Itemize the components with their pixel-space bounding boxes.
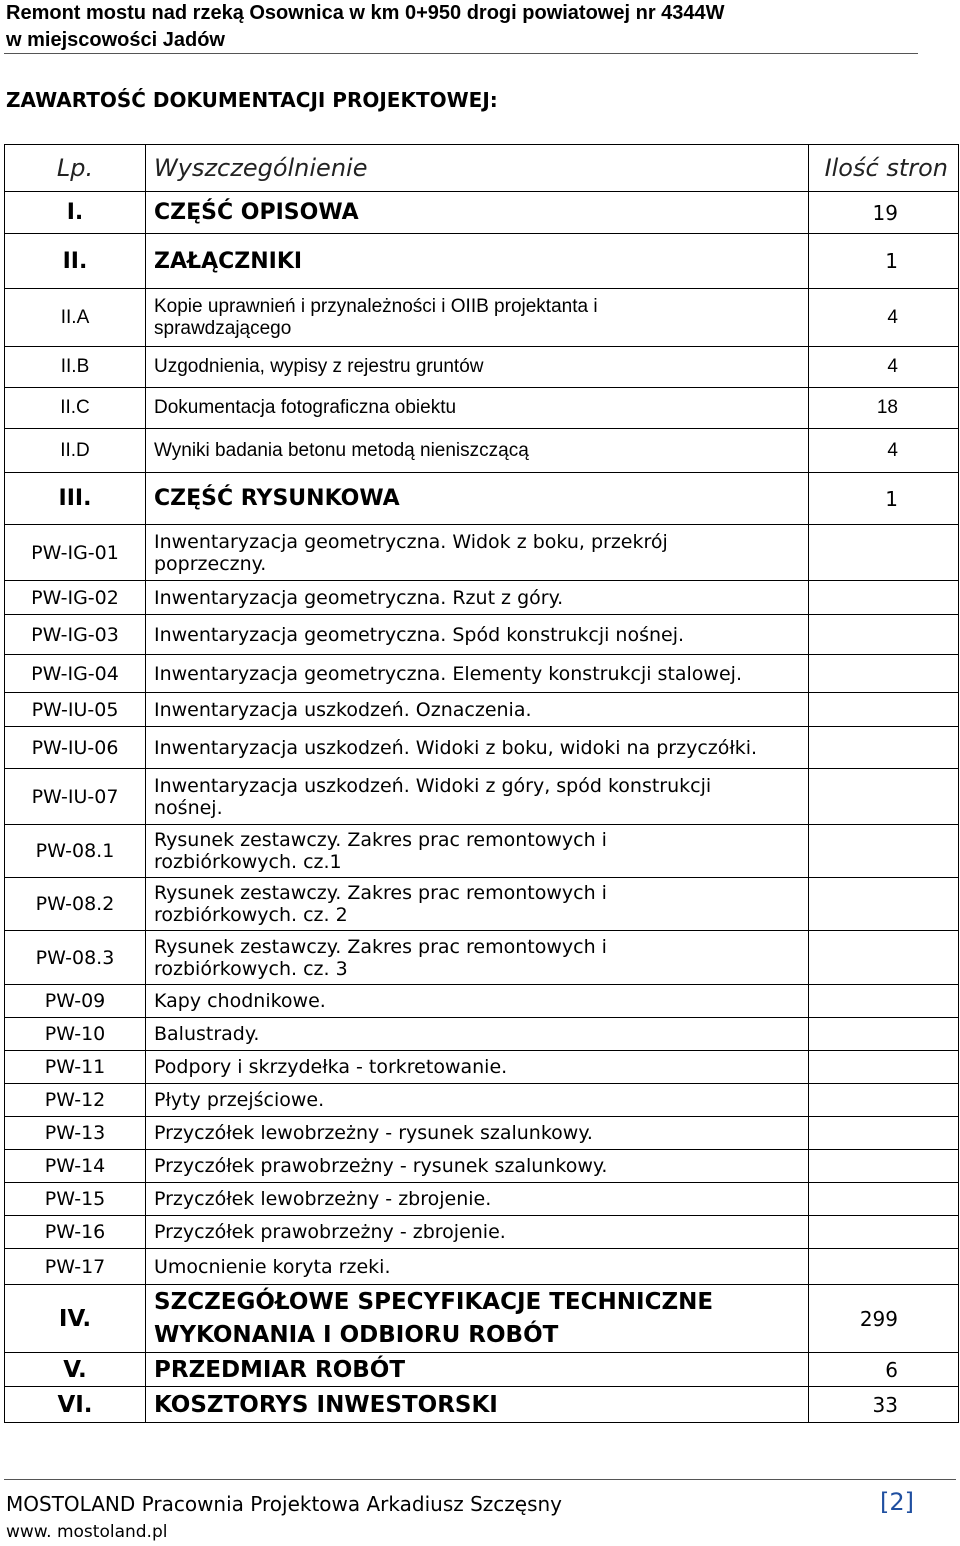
section-title: ZAWARTOŚĆ DOKUMENTACJI PROJEKTOWEJ:: [6, 88, 498, 112]
row-qty: [809, 727, 959, 769]
table-row: [5, 769, 959, 825]
table-row: [5, 1353, 959, 1387]
page-number: [2]: [880, 1488, 914, 1516]
table-row: [5, 1018, 959, 1051]
footer-url[interactable]: www. mostoland.pl: [6, 1522, 168, 1542]
row-desc: Inwentaryzacja uszkodzeń. Widoki z góry, spód konstrukcji nośnej.: [146, 769, 809, 825]
row-desc: Balustrady.: [146, 1018, 809, 1051]
row-lp: II.: [5, 234, 146, 289]
row-qty: [809, 615, 959, 655]
row-desc: Płyty przejściowe.: [146, 1084, 809, 1117]
row-lp: PW-08.2: [5, 878, 146, 931]
row-lp: PW-10: [5, 1018, 146, 1051]
row-qty: [809, 693, 959, 727]
row-qty: [809, 581, 959, 615]
row-lp: PW-IG-01: [5, 525, 146, 581]
table-row: [5, 473, 959, 525]
column-header-qty: Ilość stron: [809, 145, 959, 192]
row-lp: II.D: [5, 429, 146, 473]
table-row: [5, 289, 959, 347]
row-desc: Kopie uprawnień i przynależności i OIIB projektanta i sprawdzającego: [146, 289, 809, 347]
row-lp: PW-IG-03: [5, 615, 146, 655]
row-desc: Inwentaryzacja uszkodzeń. Oznaczenia.: [146, 693, 809, 727]
row-desc: CZĘŚĆ OPISOWA: [146, 192, 809, 234]
table-row: [5, 1387, 959, 1423]
row-desc: Rysunek zestawczy. Zakres prac remontowych i rozbiórkowych. cz.1: [146, 825, 809, 878]
row-desc: Rysunek zestawczy. Zakres prac remontowych i rozbiórkowych. cz. 2: [146, 878, 809, 931]
row-qty: 1: [809, 234, 959, 289]
row-qty: [809, 1051, 959, 1084]
header-title-line-1: Remont mostu nad rzeką Osownica w km 0+950 drogi powiatowej nr 4344W: [6, 2, 725, 24]
table-row: [5, 655, 959, 693]
row-lp: PW-16: [5, 1216, 146, 1249]
row-lp: PW-09: [5, 985, 146, 1018]
row-desc: Przyczółek lewobrzeżny - rysunek szalunkowy.: [146, 1117, 809, 1150]
row-qty: 299: [809, 1285, 959, 1353]
row-desc: Inwentaryzacja geometryczna. Widok z boku, przekrój poprzeczny.: [146, 525, 809, 581]
row-lp: PW-13: [5, 1117, 146, 1150]
row-lp: PW-IU-06: [5, 727, 146, 769]
table-row: [5, 581, 959, 615]
row-lp: II.C: [5, 388, 146, 429]
footer-company: MOSTOLAND Pracownia Projektowa Arkadiusz Szczęsny: [6, 1492, 563, 1516]
row-qty: [809, 525, 959, 581]
row-desc: CZĘŚĆ RYSUNKOWA: [146, 473, 809, 525]
header-divider: [4, 53, 918, 54]
row-desc: Podpory i skrzydełka - torkretowanie.: [146, 1051, 809, 1084]
table-row: [5, 931, 959, 985]
table-row: [5, 693, 959, 727]
row-lp: PW-IU-07: [5, 769, 146, 825]
row-qty: [809, 655, 959, 693]
table-row: [5, 1183, 959, 1216]
row-qty: [809, 931, 959, 985]
table-row: [5, 192, 959, 234]
table-row: [5, 615, 959, 655]
row-desc: Wyniki badania betonu metodą nieniszczącą: [146, 429, 809, 473]
row-qty: 6: [809, 1353, 959, 1387]
row-desc: Rysunek zestawczy. Zakres prac remontowych i rozbiórkowych. cz. 3: [146, 931, 809, 985]
row-lp: PW-IG-04: [5, 655, 146, 693]
row-lp: PW-08.1: [5, 825, 146, 878]
row-qty: 4: [809, 347, 959, 388]
row-qty: [809, 1216, 959, 1249]
table-row: [5, 388, 959, 429]
row-lp: I.: [5, 192, 146, 234]
table-row: [5, 1150, 959, 1183]
table-row: [5, 985, 959, 1018]
row-qty: [809, 1249, 959, 1285]
row-qty: [809, 825, 959, 878]
row-qty: [809, 1084, 959, 1117]
row-desc: SZCZEGÓŁOWE SPECYFIKACJE TECHNICZNE WYKONANIA I ODBIORU ROBÓT: [146, 1285, 809, 1353]
table-row: [5, 1117, 959, 1150]
row-qty: [809, 878, 959, 931]
table-row: [5, 1285, 959, 1353]
row-desc: ZAŁĄCZNIKI: [146, 234, 809, 289]
row-qty: [809, 1117, 959, 1150]
row-desc: Uzgodnienia, wypisy z rejestru gruntów: [146, 347, 809, 388]
table-row: [5, 727, 959, 769]
table-row: [5, 1249, 959, 1285]
table-header-row: [5, 145, 959, 192]
row-qty: 18: [809, 388, 959, 429]
contents-table: [4, 144, 959, 1423]
row-lp: VI.: [5, 1387, 146, 1423]
row-qty: [809, 985, 959, 1018]
row-qty: 33: [809, 1387, 959, 1423]
header-title-line-2: w miejscowości Jadów: [6, 29, 225, 51]
table-row: [5, 1051, 959, 1084]
row-lp: PW-IG-02: [5, 581, 146, 615]
row-desc: KOSZTORYS INWESTORSKI: [146, 1387, 809, 1423]
row-qty: [809, 1183, 959, 1216]
row-desc: Umocnienie koryta rzeki.: [146, 1249, 809, 1285]
row-qty: 1: [809, 473, 959, 525]
row-desc: Inwentaryzacja uszkodzeń. Widoki z boku, widoki na przyczółki.: [146, 727, 809, 769]
row-lp: PW-14: [5, 1150, 146, 1183]
row-qty: 4: [809, 289, 959, 347]
row-lp: II.A: [5, 289, 146, 347]
row-lp: PW-IU-05: [5, 693, 146, 727]
column-header-desc: Wyszczególnienie: [146, 145, 809, 192]
row-lp: II.B: [5, 347, 146, 388]
row-lp: PW-17: [5, 1249, 146, 1285]
row-desc: Przyczółek prawobrzeżny - rysunek szalunkowy.: [146, 1150, 809, 1183]
column-header-lp: Lp.: [5, 145, 146, 192]
row-desc: Inwentaryzacja geometryczna. Spód konstrukcji nośnej.: [146, 615, 809, 655]
row-lp: PW-08.3: [5, 931, 146, 985]
row-qty: [809, 1150, 959, 1183]
row-lp: III.: [5, 473, 146, 525]
row-desc: Przyczółek prawobrzeżny - zbrojenie.: [146, 1216, 809, 1249]
table-row: [5, 429, 959, 473]
row-lp: PW-11: [5, 1051, 146, 1084]
row-lp: PW-15: [5, 1183, 146, 1216]
row-desc: Dokumentacja fotograficzna obiektu: [146, 388, 809, 429]
footer: [6, 1490, 562, 1546]
table-row: [5, 234, 959, 289]
row-qty: [809, 1018, 959, 1051]
table-row: [5, 1084, 959, 1117]
row-desc: Inwentaryzacja geometryczna. Elementy konstrukcji stalowej.: [146, 655, 809, 693]
table-row: [5, 525, 959, 581]
row-qty: 4: [809, 429, 959, 473]
table-row: [5, 825, 959, 878]
table-row: [5, 878, 959, 931]
table-row: [5, 347, 959, 388]
row-desc: PRZEDMIAR ROBÓT: [146, 1353, 809, 1387]
row-qty: [809, 769, 959, 825]
row-lp: V.: [5, 1353, 146, 1387]
row-desc: Inwentaryzacja geometryczna. Rzut z góry.: [146, 581, 809, 615]
row-desc: Przyczółek lewobrzeżny - zbrojenie.: [146, 1183, 809, 1216]
table-row: [5, 1216, 959, 1249]
row-lp: PW-12: [5, 1084, 146, 1117]
document-header: [6, 0, 725, 54]
row-desc: Kapy chodnikowe.: [146, 985, 809, 1018]
row-qty: 19: [809, 192, 959, 234]
row-lp: IV.: [5, 1285, 146, 1353]
footer-divider: [4, 1479, 956, 1480]
